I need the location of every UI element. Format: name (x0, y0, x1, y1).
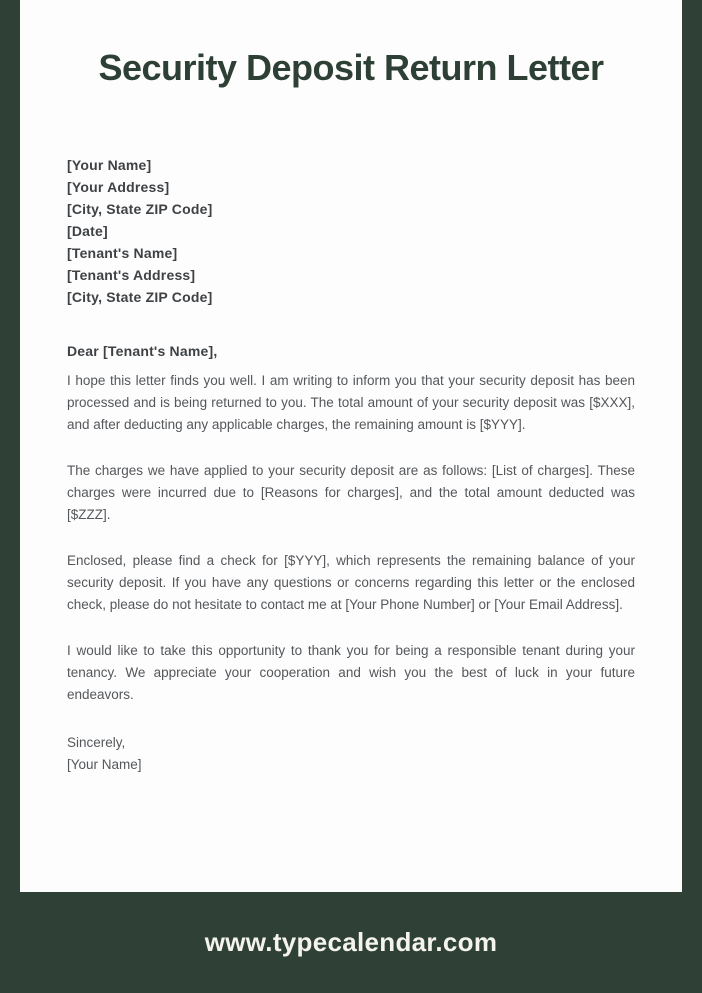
closing: Sincerely, (67, 735, 126, 750)
signature: [Your Name] (67, 757, 142, 772)
letter-paragraph: Enclosed, please find a check for [$YYY], which represents the remaining balance of your security deposit. If you have any questions or concerns regarding this letter or the enclosed check, please do not hesitate to contact me at [Your Phone Number] or [Your Email Address]. (67, 553, 635, 612)
letter-body (67, 370, 635, 706)
footer-bar (0, 892, 702, 993)
closing-block (67, 732, 635, 776)
sender-address-block (67, 154, 635, 308)
letter-paragraph: I hope this letter finds you well. I am writing to inform you that your security deposit has been processed and is being returned to you. The total amount of your security deposit was [$XXX], and after deducting any applicable charges, the remaining amount is [$YYY]. (67, 373, 635, 432)
salutation: Dear [Tenant's Name], (67, 343, 218, 359)
letter-page (20, 0, 682, 892)
letter-paragraph: I would like to take this opportunity to thank you for being a responsible tenant during your tenancy. We appreciate your cooperation and wish you the best of luck in your future endeavors. (67, 643, 635, 702)
page-title: Security Deposit Return Letter (98, 47, 604, 88)
website-url: www.typecalendar.com (204, 927, 498, 957)
address-line: [City, State ZIP Code] (67, 289, 213, 305)
address-line: [Tenant's Name] (67, 245, 178, 261)
letter-paragraph: The charges we have applied to your security deposit are as follows: [List of charges]. These charges were incurred due to [Reasons for charges], and the total amount deducted was [$ZZZ]. (67, 463, 635, 522)
address-line: [Your Name] (67, 157, 152, 173)
address-line: [Tenant's Address] (67, 267, 196, 283)
address-line: [City, State ZIP Code] (67, 201, 213, 217)
address-line: [Date] (67, 223, 108, 239)
letter-content (20, 46, 682, 776)
address-line: [Your Address] (67, 179, 170, 195)
